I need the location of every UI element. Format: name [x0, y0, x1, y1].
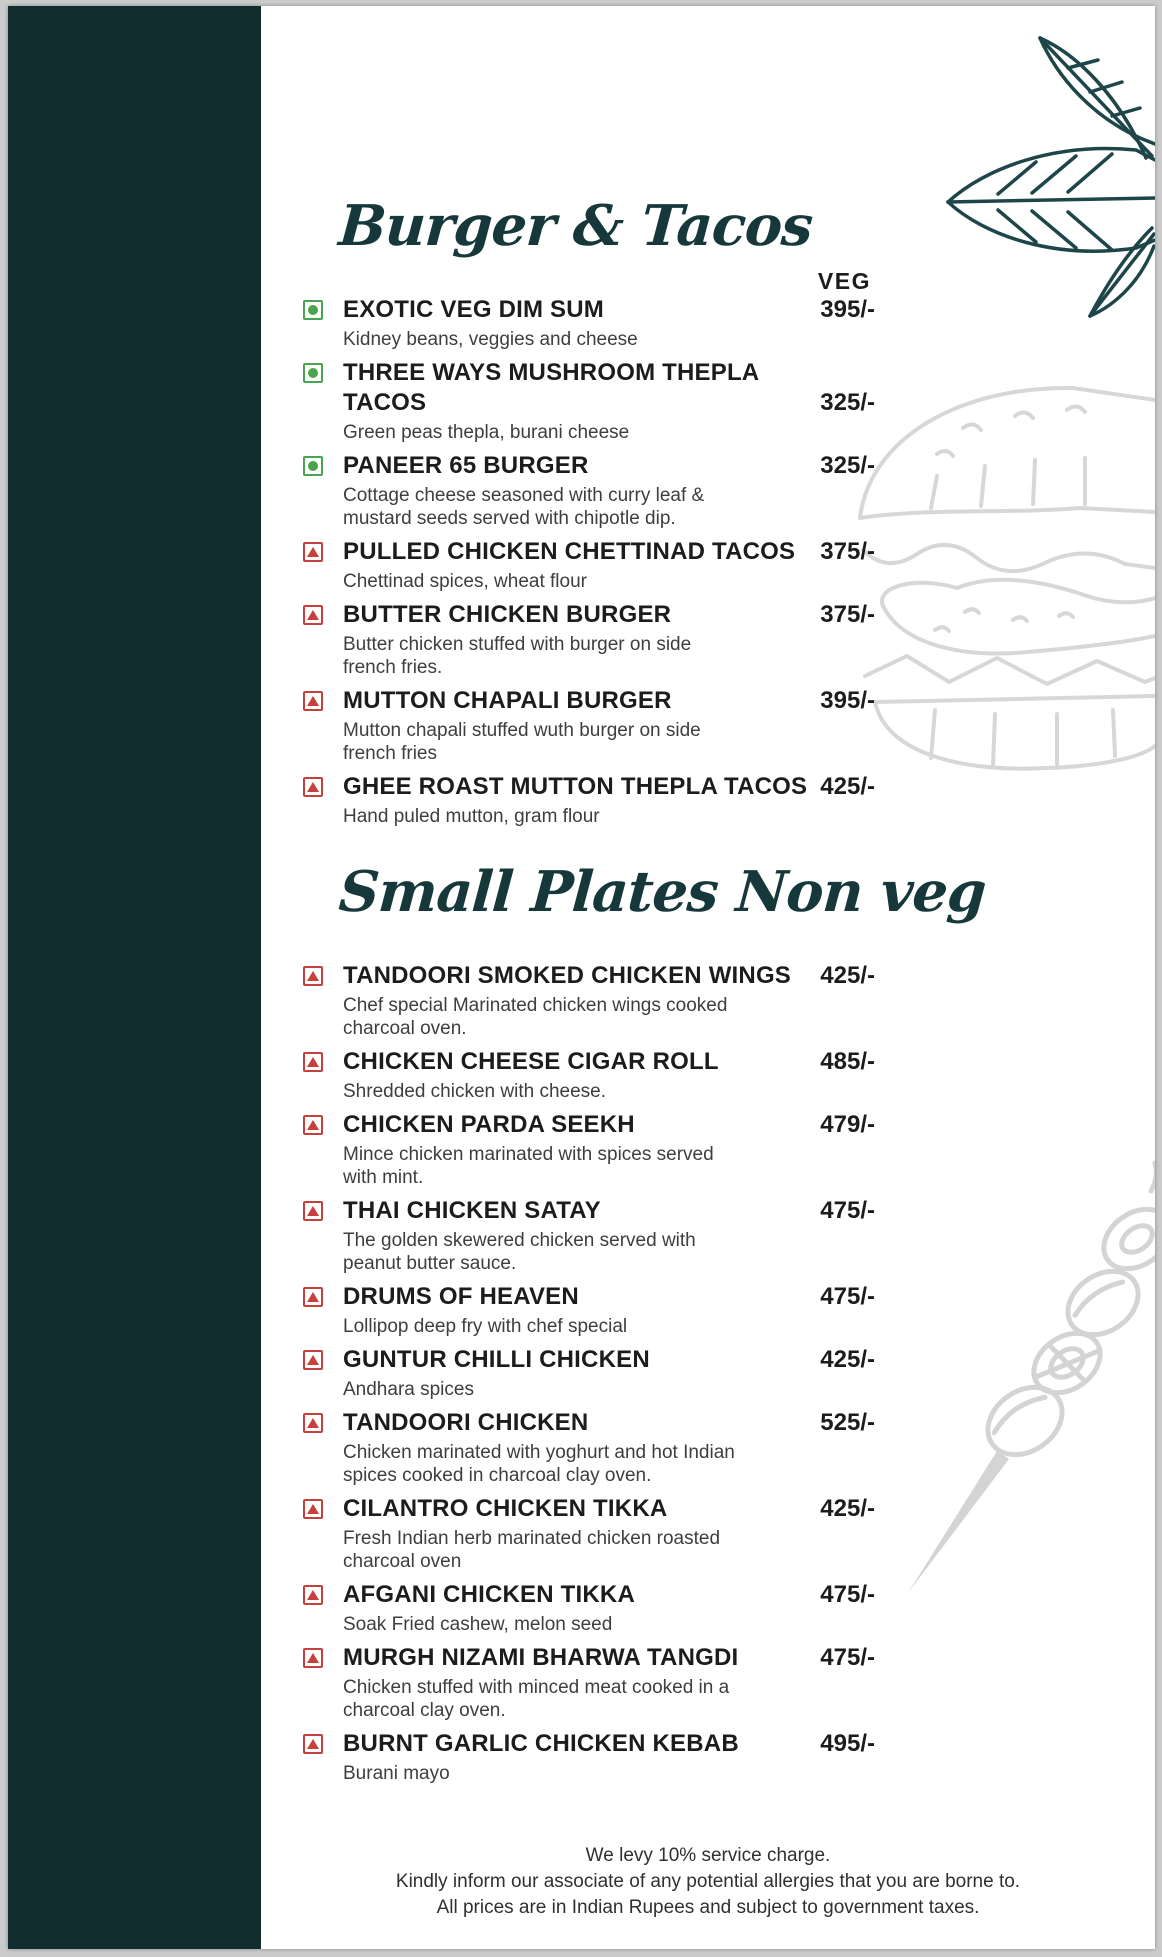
burger-sketch-illustration	[845, 358, 1155, 778]
item-title-row	[343, 1729, 875, 1759]
item-name-line: AFGANI CHICKEN TIKKA	[343, 1581, 635, 1608]
item-name-line: MURGH NIZAMI BHARWA TANGDI	[343, 1644, 739, 1671]
non-veg-triangle	[307, 547, 319, 557]
item-description-line: charcoal oven	[343, 1551, 462, 1572]
item-description-line: french fries.	[343, 657, 443, 678]
non-veg-icon	[303, 691, 323, 711]
non-veg-icon	[303, 1413, 323, 1433]
item-description	[343, 633, 875, 679]
veg-column-header: VEG	[817, 268, 871, 294]
item-price: 375/-	[820, 538, 875, 565]
item-title-row	[343, 686, 875, 716]
item-title-row	[343, 358, 875, 418]
item-name-line: TACOS	[343, 389, 427, 416]
item-name-line: THREE WAYS MUSHROOM THEPLA	[343, 359, 760, 386]
item-price: 479/-	[820, 1111, 875, 1138]
item-title-row	[343, 1282, 875, 1312]
non-veg-icon	[303, 1648, 323, 1668]
non-veg-triangle	[307, 1355, 319, 1365]
item-description-line: french fries	[343, 743, 437, 764]
item-description-line: with mint.	[343, 1167, 424, 1188]
footer-service-charge: We levy 10% service charge.	[585, 1845, 831, 1866]
non-veg-icon	[303, 1350, 323, 1370]
menu-item	[303, 1110, 875, 1189]
menu-item	[303, 772, 875, 828]
item-title-row	[343, 1047, 875, 1077]
non-veg-triangle	[307, 1418, 319, 1428]
item-description-line: Chettinad spices, wheat flour	[343, 571, 587, 592]
item-description-line: charcoal oven.	[343, 1018, 467, 1039]
item-price: 325/-	[820, 389, 875, 416]
non-veg-triangle	[307, 1292, 319, 1302]
item-name	[343, 1580, 635, 1610]
item-title-row	[343, 1580, 875, 1610]
menu-item	[303, 1580, 875, 1636]
menu-item	[303, 686, 875, 765]
item-price: 425/-	[820, 962, 875, 989]
item-name	[343, 537, 795, 567]
non-veg-triangle	[307, 1057, 319, 1067]
item-price: 525/-	[820, 1409, 875, 1436]
item-description-line: Andhara spices	[343, 1379, 474, 1400]
item-description	[343, 1527, 875, 1573]
non-veg-triangle	[307, 1120, 319, 1130]
non-veg-icon	[303, 966, 323, 986]
non-veg-triangle	[307, 782, 319, 792]
non-veg-icon	[303, 1734, 323, 1754]
menu-content	[303, 6, 988, 1792]
non-veg-icon	[303, 777, 323, 797]
veg-dot	[308, 461, 318, 471]
item-name-line: TANDOORI CHICKEN	[343, 1409, 589, 1436]
menu-page	[8, 6, 1155, 1949]
item-price: 425/-	[820, 1346, 875, 1373]
footer-allergy-notice: Kindly inform our associate of any potential allergies that you are borne to.	[395, 1871, 1021, 1892]
item-price: 375/-	[820, 601, 875, 628]
item-name	[343, 772, 807, 802]
mint-leaf-illustration	[940, 20, 1155, 320]
item-description	[343, 1143, 875, 1189]
item-name	[343, 961, 791, 991]
item-name-line: BURNT GARLIC CHICKEN KEBAB	[343, 1730, 739, 1757]
menu-item	[303, 451, 875, 530]
item-title-row	[343, 1110, 875, 1140]
item-description	[343, 1613, 875, 1636]
item-title-row	[343, 1408, 875, 1438]
item-price: 475/-	[820, 1644, 875, 1671]
item-description-line: Chicken stuffed with minced meat cooked in a	[343, 1677, 730, 1698]
menu-item	[303, 1047, 875, 1103]
item-description	[343, 994, 875, 1040]
section-items	[303, 961, 875, 1785]
veg-dot	[308, 305, 318, 315]
item-description-line: Mutton chapali stuffed wuth burger on side	[343, 720, 701, 741]
non-veg-triangle	[307, 610, 319, 620]
menu-item	[303, 537, 875, 593]
item-description-line: Burani mayo	[343, 1763, 450, 1784]
item-price: 425/-	[820, 1495, 875, 1522]
item-description-line: Shredded chicken with cheese.	[343, 1081, 606, 1102]
item-name-line: CILANTRO CHICKEN TIKKA	[343, 1495, 668, 1522]
item-price: 475/-	[820, 1197, 875, 1224]
item-title-row	[343, 961, 875, 991]
non-veg-triangle	[307, 1590, 319, 1600]
section-items	[303, 295, 875, 828]
veg-icon	[303, 300, 323, 320]
item-name	[343, 1196, 601, 1226]
item-price: 475/-	[820, 1283, 875, 1310]
item-description-line: Soak Fried cashew, melon seed	[343, 1614, 613, 1635]
non-veg-icon	[303, 1052, 323, 1072]
veg-icon	[303, 363, 323, 383]
non-veg-triangle	[307, 696, 319, 706]
menu-footer	[261, 1843, 1155, 1921]
item-name	[343, 686, 672, 716]
non-veg-icon	[303, 605, 323, 625]
item-title-row	[343, 1494, 875, 1524]
item-description	[343, 1315, 875, 1338]
menu-item	[303, 600, 875, 679]
menu-item	[303, 1196, 875, 1275]
section-title: Small Plates Non veg	[336, 859, 988, 925]
item-name	[343, 600, 671, 630]
non-veg-icon	[303, 1201, 323, 1221]
item-name-line: CHICKEN CHEESE CIGAR ROLL	[343, 1048, 719, 1075]
item-description	[343, 328, 875, 351]
non-veg-triangle	[307, 1739, 319, 1749]
menu-item	[303, 295, 875, 351]
section-title: Burger & Tacos	[336, 193, 815, 259]
menu-item	[303, 1643, 875, 1722]
item-name	[343, 1408, 588, 1438]
item-name	[343, 1282, 579, 1312]
item-name	[343, 358, 759, 418]
item-description	[343, 805, 875, 828]
menu-item	[303, 1345, 875, 1401]
item-description-line: Green peas thepla, burani cheese	[343, 422, 630, 443]
non-veg-icon	[303, 542, 323, 562]
menu-item	[303, 1282, 875, 1338]
item-description	[343, 484, 875, 530]
item-name-line: THAI CHICKEN SATAY	[343, 1197, 601, 1224]
kebab-skewer-illustration	[875, 1121, 1155, 1621]
item-description-line: Chicken marinated with yoghurt and hot Indian	[343, 1442, 735, 1463]
item-name-line: GHEE ROAST MUTTON THEPLA TACOS	[343, 773, 808, 800]
menu-section	[303, 858, 988, 1785]
item-title-row	[343, 772, 875, 802]
item-description	[343, 1762, 875, 1785]
left-accent-band	[8, 6, 261, 1949]
item-description-line: mustard seeds served with chipotle dip.	[343, 508, 676, 529]
item-description	[343, 1080, 875, 1103]
item-name	[343, 295, 604, 325]
item-name-line: EXOTIC VEG DIM SUM	[343, 296, 604, 323]
item-description	[343, 719, 875, 765]
non-veg-icon	[303, 1585, 323, 1605]
item-description-line: Fresh Indian herb marinated chicken roasted	[343, 1528, 721, 1549]
item-title-row	[343, 1345, 875, 1375]
footer-tax-notice: All prices are in Indian Rupees and subject to government taxes.	[436, 1897, 980, 1918]
item-description-line: spices cooked in charcoal clay oven.	[343, 1465, 652, 1486]
item-name	[343, 1345, 650, 1375]
veg-dot	[308, 368, 318, 378]
non-veg-icon	[303, 1287, 323, 1307]
item-description	[343, 1676, 875, 1722]
non-veg-triangle	[307, 971, 319, 981]
non-veg-triangle	[307, 1504, 319, 1514]
item-name	[343, 1494, 667, 1524]
menu-item	[303, 1729, 875, 1785]
non-veg-icon	[303, 1115, 323, 1135]
item-description-line: peanut butter sauce.	[343, 1253, 517, 1274]
item-name-line: GUNTUR CHILLI CHICKEN	[343, 1346, 650, 1373]
item-name	[343, 1110, 635, 1140]
item-description	[343, 421, 875, 444]
item-price: 425/-	[820, 773, 875, 800]
item-description	[343, 570, 875, 593]
non-veg-triangle	[307, 1653, 319, 1663]
menu-item	[303, 1494, 875, 1573]
item-description-line: Butter chicken stuffed with burger on side	[343, 634, 692, 655]
non-veg-triangle	[307, 1206, 319, 1216]
item-name-line: CHICKEN PARDA SEEKH	[343, 1111, 635, 1138]
menu-section	[303, 192, 875, 828]
item-description	[343, 1229, 875, 1275]
item-title-row	[343, 600, 875, 630]
menu-item	[303, 961, 875, 1040]
item-name	[343, 1047, 719, 1077]
veg-icon	[303, 456, 323, 476]
item-description-line: Chef special Marinated chicken wings cooked	[343, 995, 728, 1016]
item-description-line: Mince chicken marinated with spices served	[343, 1144, 714, 1165]
item-price: 395/-	[820, 296, 875, 323]
item-price: 485/-	[820, 1048, 875, 1075]
item-description-line: Lollipop deep fry with chef special	[343, 1316, 628, 1337]
item-price: 395/-	[820, 687, 875, 714]
non-veg-icon	[303, 1499, 323, 1519]
item-name-line: PULLED CHICKEN CHETTINAD TACOS	[343, 538, 796, 565]
menu-item	[303, 1408, 875, 1487]
item-title-row	[343, 1643, 875, 1673]
item-name	[343, 1729, 739, 1759]
item-name-line: BUTTER CHICKEN BURGER	[343, 601, 672, 628]
item-name-line: MUTTON CHAPALI BURGER	[343, 687, 672, 714]
item-description-line: Hand puled mutton, gram flour	[343, 806, 600, 827]
item-title-row	[343, 451, 875, 481]
item-name	[343, 1643, 738, 1673]
item-name-line: TANDOORI SMOKED CHICKEN WINGS	[343, 962, 792, 989]
item-title-row	[343, 295, 875, 325]
item-price: 495/-	[820, 1730, 875, 1757]
item-price: 475/-	[820, 1581, 875, 1608]
item-description-line: Cottage cheese seasoned with curry leaf &	[343, 485, 705, 506]
item-name-line: DRUMS OF HEAVEN	[343, 1283, 579, 1310]
item-description	[343, 1441, 875, 1487]
item-title-row	[343, 537, 875, 567]
item-description-line: Kidney beans, veggies and cheese	[343, 329, 638, 350]
menu-item	[303, 358, 875, 444]
item-name-line: PANEER 65 BURGER	[343, 452, 589, 479]
item-description-line: charcoal clay oven.	[343, 1700, 506, 1721]
item-description	[343, 1378, 875, 1401]
item-name	[343, 451, 588, 481]
item-title-row	[343, 1196, 875, 1226]
item-description-line: The golden skewered chicken served with	[343, 1230, 696, 1251]
item-price: 325/-	[820, 452, 875, 479]
